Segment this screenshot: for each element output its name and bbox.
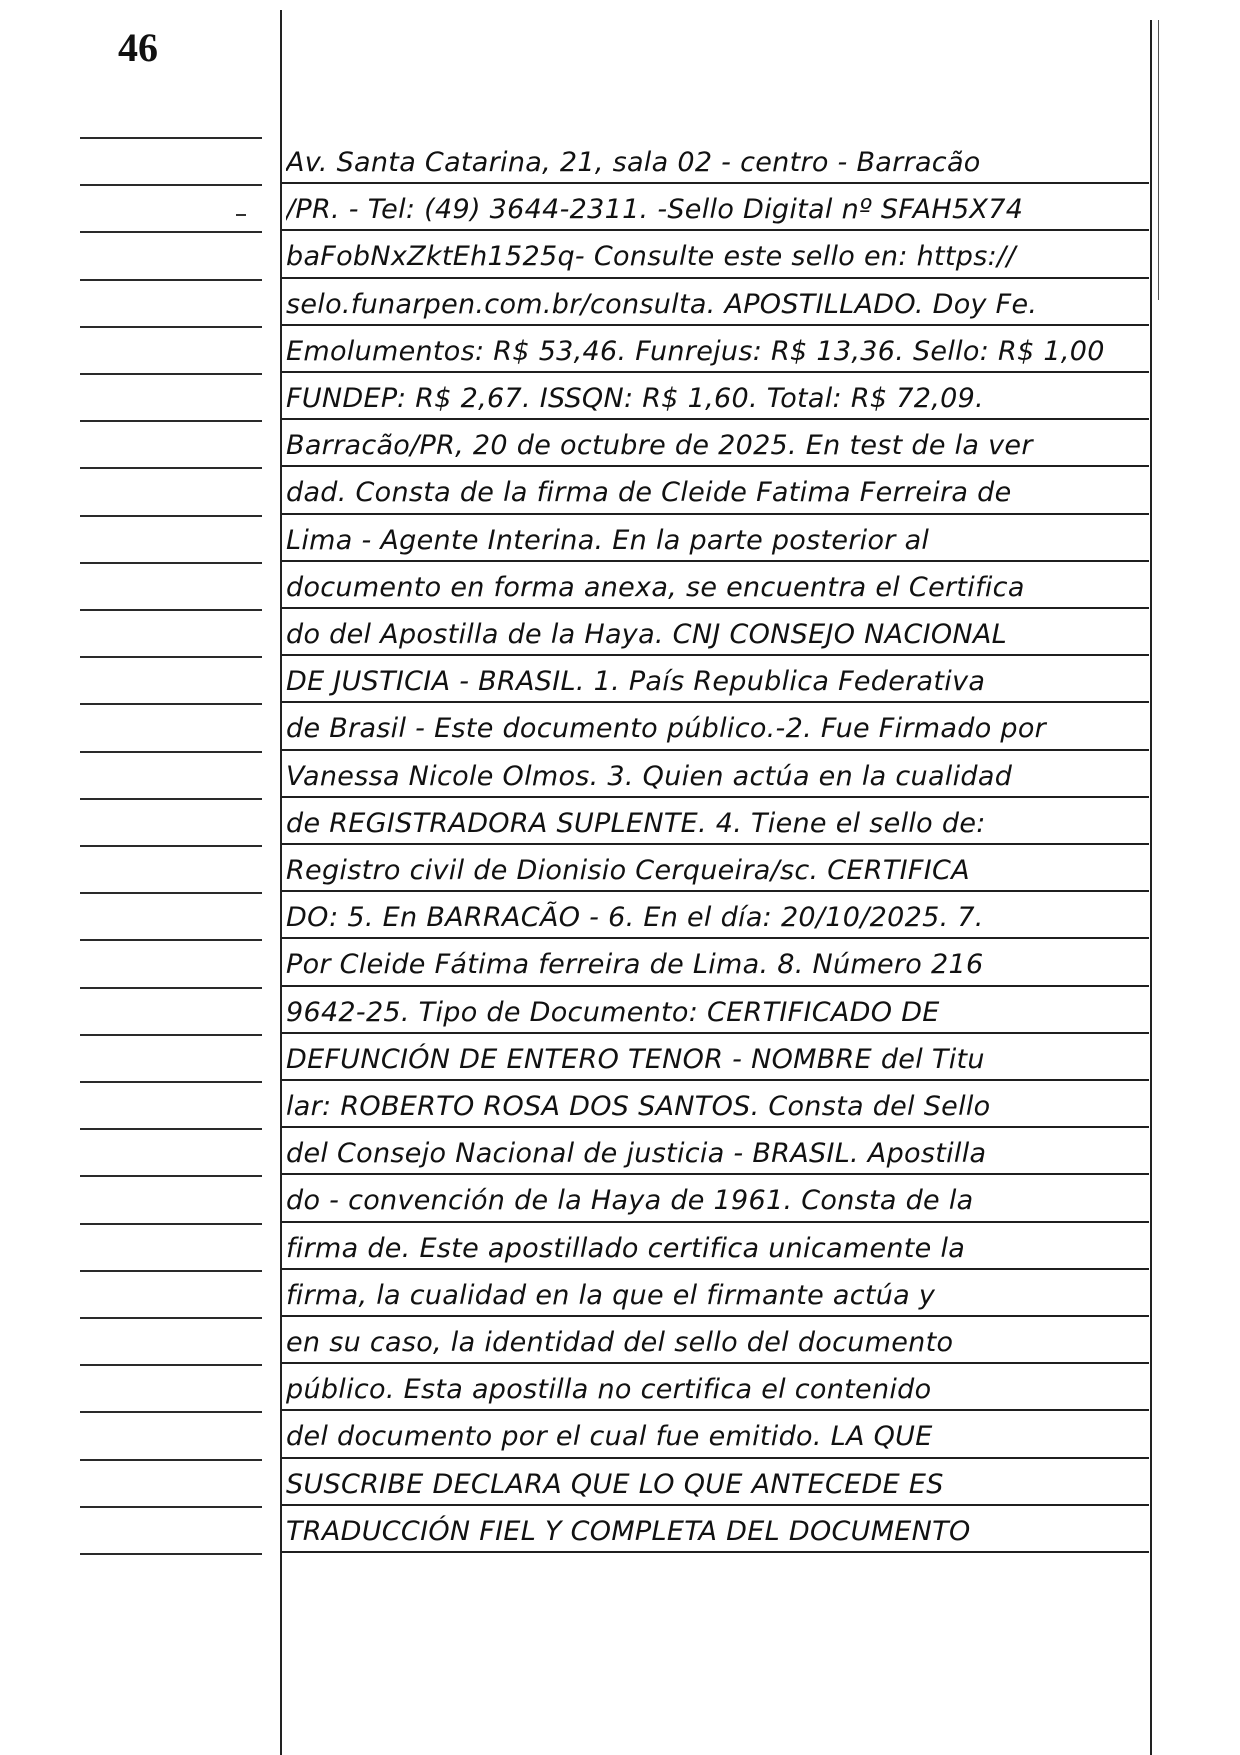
ruled-line-text [281,1362,1149,1364]
ruled-line-text [281,890,1149,892]
text-line: de REGISTRADORA SUPLENTE. 4. Tiene el sello de: [286,808,986,839]
ruled-line-left [80,1034,262,1036]
text-line: firma de. Este apostillado certifica unicamente la [286,1233,966,1264]
text-line: selo.funarpen.com.br/consulta. APOSTILLADO. Doy Fe. [286,289,1038,320]
ruled-line-left [80,137,262,139]
ruled-line-text [281,513,1149,515]
ruled-line-left [80,1411,262,1413]
ruled-line-text [281,1126,1149,1128]
ruled-line-text [281,465,1149,467]
text-line: /PR. - Tel: (49) 3644-2311. -Sello Digital nº SFAH5X74 [286,194,1024,225]
text-line: Av. Santa Catarina, 21, sala 02 - centro - Barracão [286,147,981,178]
ruled-line-left [80,467,262,469]
ruled-line-text [281,843,1149,845]
text-line: DE JUSTICIA - BRASIL. 1. País Republica Federativa [286,666,986,697]
text-line: Registro civil de Dionisio Cerqueira/sc. CERTIFICA [286,855,970,886]
ruled-line-left [80,656,262,658]
text-line: Vanessa Nicole Olmos. 3. Quien actúa en la cualidad [286,761,1013,792]
ruled-line-text [281,749,1149,751]
ruled-line-text [281,1551,1149,1553]
text-line: do - convención de la Haya de 1961. Consta de la [286,1185,974,1216]
ruled-line-text [281,1079,1149,1081]
ruled-line-text [281,229,1149,231]
ruled-line-text [281,1032,1149,1034]
ruled-line-left [80,1175,262,1177]
ruled-line-left [80,892,262,894]
ruled-line-left [80,609,262,611]
ruled-line-text [281,1173,1149,1175]
text-line: Emolumentos: R$ 53,46. Funrejus: R$ 13,36. Sello: R$ 1,00 [286,336,1105,367]
ruled-line-text [281,985,1149,987]
text-line: documento en forma anexa, se encuentra el Certifica [286,572,1025,603]
ruled-line-left [80,515,262,517]
ruled-line-text [281,796,1149,798]
ruled-line-text [281,1315,1149,1317]
text-line: 9642-25. Tipo de Documento: CERTIFICADO DE [286,997,940,1028]
text-line: del Consejo Nacional de justicia - BRASIL. Apostilla [286,1138,987,1169]
text-line: baFobNxZktEh1525q- Consulte este sello en: https:// [286,241,1016,272]
ruled-line-left [80,1081,262,1083]
text-line: DO: 5. En BARRACÃO - 6. En el día: 20/10/2025. 7. [286,902,984,933]
ruled-line-text [281,607,1149,609]
ruled-line-left [80,751,262,753]
ruled-line-left [80,420,262,422]
ruled-line-left [80,184,262,186]
ruled-line-left [80,939,262,941]
ruled-line-left [80,987,262,989]
ruled-line-text [281,324,1149,326]
text-line: del documento por el cual fue emitido. LA QUE [286,1421,933,1452]
ruled-line-left [80,279,262,281]
ruled-line-text [281,1504,1149,1506]
text-line: público. Esta apostilla no certifica el contenido [286,1374,932,1405]
ruled-line-left [80,326,262,328]
ruled-line-text [281,1409,1149,1411]
ruled-line-left [80,1223,262,1225]
text-line: en su caso, la identidad del sello del documento [286,1327,954,1358]
ruled-line-left [80,798,262,800]
text-line: DEFUNCIÓN DE ENTERO TENOR - NOMBRE del Titu [286,1044,985,1075]
ruled-line-left [80,1459,262,1461]
ruled-line-text [281,701,1149,703]
text-line: SUSCRIBE DECLARA QUE LO QUE ANTECEDE ES [286,1469,944,1500]
text-line: lar: ROBERTO ROSA DOS SANTOS. Consta del Sello [286,1091,991,1122]
ruled-line-left [80,1364,262,1366]
ruled-line-left [80,1553,262,1555]
ruled-line-text [281,1268,1149,1270]
ruled-line-left [80,1317,262,1319]
text-line: FUNDEP: R$ 2,67. ISSQN: R$ 1,60. Total: R$ 72,09. [286,383,984,414]
ruled-line-left [80,1128,262,1130]
text-line: Lima - Agente Interina. En la parte posterior al [286,525,930,556]
ruled-line-text [281,371,1149,373]
ruled-line-text [281,277,1149,279]
ruled-line-left [80,703,262,705]
ruled-line-left [80,373,262,375]
ruled-line-text [281,418,1149,420]
ruled-line-text [281,560,1149,562]
ruled-line-text [281,1221,1149,1223]
ruled-line-left [80,845,262,847]
text-line: Por Cleide Fátima ferreira de Lima. 8. Número 216 [286,949,984,980]
text-line: Barracão/PR, 20 de octubre de 2025. En test de la ver [286,430,1033,461]
text-line: dad. Consta de la firma de Cleide Fatima Ferreira de [286,477,1012,508]
ruled-line-left [80,1506,262,1508]
text-line: firma, la cualidad en la que el firmante actúa y [286,1280,936,1311]
ruled-line-text [281,654,1149,656]
ruled-line-left [80,562,262,564]
ruled-line-text [281,182,1149,184]
ruled-line-left [80,231,262,233]
text-line: de Brasil - Este documento público.-2. Fue Firmado por [286,713,1047,744]
text-line: do del Apostilla de la Haya. CNJ CONSEJO NACIONAL [286,619,1008,650]
ruled-line-text [281,937,1149,939]
ruled-line-text [281,1457,1149,1459]
text-line: TRADUCCIÓN FIEL Y COMPLETA DEL DOCUMENTO [286,1516,971,1547]
page-number: 46 [118,25,158,70]
ruled-line-left [80,1270,262,1272]
